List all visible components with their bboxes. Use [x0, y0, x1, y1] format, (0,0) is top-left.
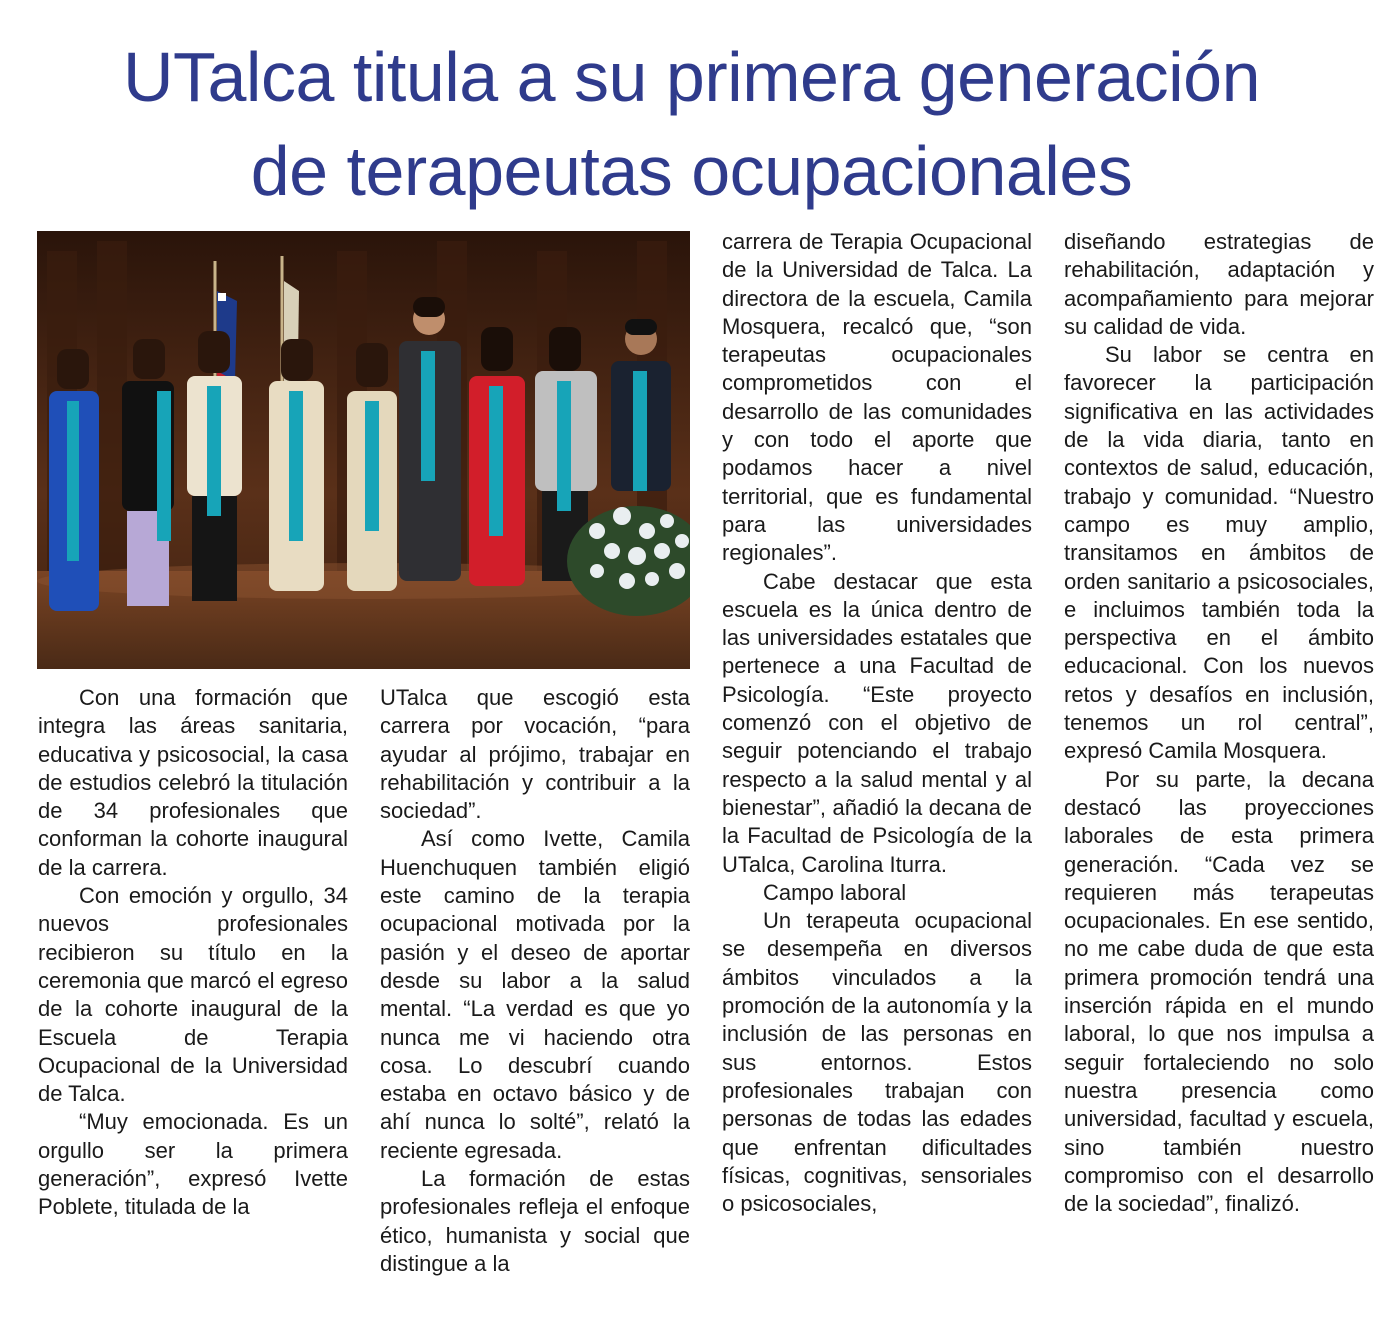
article-column-3 — [722, 228, 1032, 1218]
paragraph: Un terapeuta ocupacional se desempeña en diversos ámbitos vinculados a la promoción de la autonomía y la inclusión de las personas en sus entornos. Estos profesionales trabajan con personas de todas las edades que enfrentan dificultades físicas, cognitivas, sensoriales o psicosociales, — [722, 908, 1032, 1217]
paragraph: Por su parte, la decana destacó las proyecciones laborales de esta primera generación. “Cada vez se requieren más terapeutas ocupacionales. En ese sentido, no me cabe duda de que esta primera promoción tendrá una inserción rápida en el mundo laboral, lo que nos impulsa a seguir fortaleciendo no solo nuestra presencia como universidad, facultad y escuela, sino también nuestro compromiso con el desarrollo de la sociedad”, finalizó. — [1064, 766, 1374, 1217]
article-column-4 — [1064, 228, 1374, 1218]
paragraph: carrera de Terapia Ocupacional de la Universidad de Talca. La directora de la escuela, Camila Mosquera, recalcó que, “son terapeutas ocupacionales comprometidos con el desarrollo de las comunidades y con todo el aporte que podamos hacer a nivel territorial, que es fundamental para las universidades regionales”. — [722, 229, 1032, 566]
article-column-2 — [380, 684, 690, 1278]
paragraph: Con una formación que integra las áreas sanitaria, educativa y psicosocial, la casa de estudios celebró la titulación de 34 profesionales que conforman la cohorte inaugural de la carrera. — [38, 685, 348, 880]
paragraph: La formación de estas profesionales refleja el enfoque ético, humanista y social que distingue a la — [380, 1166, 690, 1276]
paragraph: Con emoción y orgullo, 34 nuevos profesionales recibieron su título en la ceremonia que marcó el egreso de la cohorte inaugural de la Escuela de Terapia Ocupacional de la Universidad de Talca. — [38, 883, 348, 1107]
article-column-1 — [38, 684, 348, 1222]
ceremony-photo — [37, 231, 690, 669]
headline-line-1: UTalca titula a su primera generación — [122, 38, 1261, 116]
headline-line-2: de terapeutas ocupacionales — [250, 132, 1133, 210]
paragraph: Su labor se centra en favorecer la participación significativa en las actividades de la vida diaria, tanto en contextos de salud, educación, trabajo y comunidad. “Nuestro campo es muy amplio, transitamos en ámbitos de orden sanitario a psicosociales, e incluimos también toda la perspectiva en el ámbito educacional. Con los nuevos retos y desafíos en inclusión, tenemos un rol central”, expresó Camila Mosquera. — [1064, 342, 1374, 764]
section-subhead: Campo laboral — [763, 879, 907, 905]
paragraph: diseñando estrategias de rehabilitación, adaptación y acompañamiento para mejorar su calidad de vida. — [1064, 229, 1374, 339]
headline — [0, 30, 1383, 218]
paragraph: UTalca que escogió esta carrera por vocación, “para ayudar al prójimo, trabajar en rehabilitación y contribuir a la sociedad”. — [380, 685, 690, 824]
paragraph: “Muy emocionada. Es un orgullo ser la primera generación”, expresó Ivette Poblete, titulada de la — [38, 1109, 348, 1220]
paragraph: Así como Ivette, Camila Huenchuquen también eligió este camino de la terapia ocupacional motivada por la pasión y el deseo de aportar desde su labor a la salud mental. “La verdad es que yo nunca me vi haciendo otra cosa. Lo descubrí cuando estaba en octavo básico y de ahí nunca lo solté”, relató la reciente egresada. — [380, 826, 690, 1163]
paragraph: Cabe destacar que esta escuela es la única dentro de las universidades estatales que pertenece a una Facultad de Psicología. “Este proyecto comenzó con el objetivo de seguir potenciando el trabajo respecto a la salud mental y al bienestar”, añadió la decana de la Facultad de Psicología de la UTalca, Carolina Iturra. — [722, 568, 1032, 877]
